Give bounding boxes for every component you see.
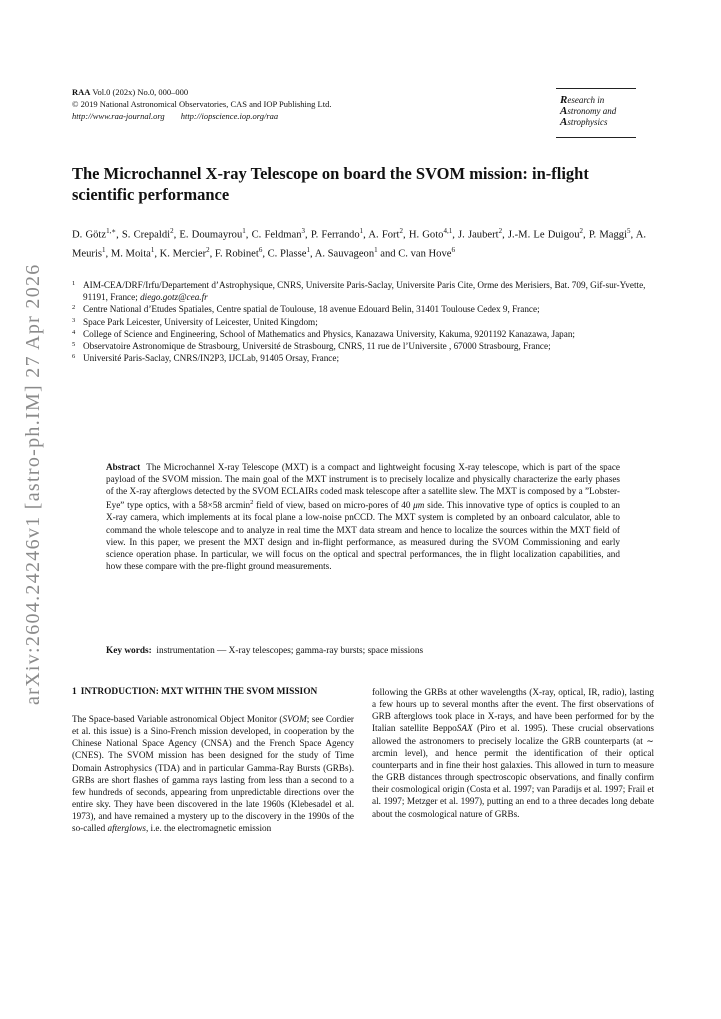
- author-name: C. Plasse: [267, 248, 307, 260]
- author-list: D. Götz$^{1,∗}$, S. Crepaldi$^2$, E. Doumayrou$^1$, C. Feldman$^3$, P. Ferrando$^1$, A. Fort$^2$, H. Goto$^{4,1}$, J. Jaubert$^2$, J.-M. Le Duigou$^2$, P. Maggi$^5$, A. Meuris$^1$, M. Moita$^1$, K. Mercier$^2$, F. Robinet$^6$, C. Plasse$^1$, A. Sauvageon$^1$ and C. van Hove$^6$: [72, 227, 647, 260]
- journal-abbrev: RAA: [72, 87, 91, 97]
- author-name: A. Meuris: [72, 229, 647, 260]
- affiliation-item: 5 Observatoire Astronomique de Strasbourg, Université de Strasbourg, CNRS, 11 rue de l’Universite , 67000 Strasbourg, France;: [72, 341, 551, 352]
- affiliation-item: 2 Centre National d’Etudes Spatiales, Centre spatial de Toulouse, 18 avenue Edouard Belin, 31401 Toulouse Cedex 9, France;: [72, 304, 540, 315]
- author-name: J. Jaubert: [458, 229, 499, 241]
- body-column-right: [372, 686, 654, 820]
- affiliation-item: 4 College of Science and Engineering, School of Mathematics and Physics, Kanazawa University, Kakuma, 9201192 Kanazawa, Japan;: [72, 328, 575, 339]
- keywords: [106, 646, 620, 656]
- intro-paragraph-left: The Space-based Variable astronomical Object Monitor (SVOM; see Cordier et al. this issue) is a Sino-French mission developed, in cooperation by the Chinese National Space Agency (CNSA) and the French Space Agency (CNES). The SVOM mission has been designed for the study of Time Domain Astrophysics (TDA) and in particular Gamma-Ray Bursts (GRBs). GRBs are short flashes of gamma rays lasting from less than a second to a few hundreds of seconds, appearing from unpredictable directions over the entire sky. They have been discovered in the late 1960s (Klebesadel et al. 1973), and have remained a mystery up to the discovery in the 1990s of the so-called afterglows, i.e. the electromagnetic emission: [72, 714, 354, 834]
- author-affiliation-mark: 1: [306, 245, 310, 254]
- affiliation-item: 1 AIM-CEA/DRF/Irfu/Departement d’Astrophysique, CNRS, Universite Paris-Saclay, Universite Paris Cite, Orme des Merisiers, Bat. 709, Gif-sur-Yvette, 91191, France; diego.gotz@cea.fr: [72, 280, 646, 303]
- author-name: C. van Hove: [398, 248, 452, 260]
- author-name: E. Doumayrou: [179, 229, 243, 241]
- paper-title: The Microchannel X-ray Telescope on board the SVOM mission: in-flight scientific performance: [72, 164, 589, 204]
- journal-header: [72, 86, 331, 122]
- author-affiliation-mark: 1,∗: [106, 227, 117, 235]
- author-name: A. Fort: [368, 229, 400, 241]
- author-name: K. Mercier: [159, 248, 207, 260]
- corresponding-email[interactable]: diego.gotz@cea.fr: [140, 292, 208, 303]
- author-name: A. Sauvageon: [314, 248, 375, 260]
- author-name: F. Robinet: [214, 248, 259, 260]
- volume-line: Vol.0 (202x) No.0, 000–000: [92, 87, 189, 97]
- author-name: D. Götz: [72, 229, 107, 241]
- author-name: H. Goto: [408, 229, 444, 241]
- author-affiliation-mark: 1: [242, 227, 246, 235]
- author-affiliation-mark: 5: [627, 227, 631, 235]
- author-affiliation-mark: 2: [399, 227, 403, 235]
- copyright-line: © 2019 National Astronomical Observatories, CAS and IOP Publishing Ltd.: [72, 99, 332, 109]
- affiliation-item: 3 Space Park Leicester, University of Leicester, United Kingdom;: [72, 316, 318, 327]
- author-affiliation-mark: 3: [301, 227, 306, 235]
- abstract-label: Abstract: [106, 462, 141, 472]
- author-affiliation-mark: 6: [258, 245, 263, 254]
- author-name: J.-M. Le Duigou: [507, 229, 580, 241]
- author-name: C. Feldman: [251, 229, 302, 241]
- author-affiliation-mark: 1: [102, 245, 106, 254]
- abstract: Abstract The Microchannel X-ray Telescope (MXT) is a compact and lightweight focusing X-ray telescope, which is part of the space payload of the SVOM mission. The main goal of the MXT instrument is to precisely localize and physically characterize the early phases of the X-ray afterglows detected by the SVOM ECLAIRs coded mask telescope after a satellite slew. The MXT is composed by a ”Lobster-Eye” type optics, with a 58×58 arcmin$^2$ field of view, based on micro-pores of 40 μm side. This innovative type of optics is coupled to an X-ray camera, which implements at its focal plane a low-noise pnCCD. The MXT system is completed by an onboard calculator, able to command the whole telescope and to analyze in real time the MXT data stream and hence to localize the sources within the MXT field of view. In this paper, we present the MXT design and in-flight performance, as measured during the SVOM Commissioning and early science operation phase. In particular, we will focus on the optical and spectral performances, the in flight localization capabilities, and how these compare with the pre-flight ground measurements.: [106, 462, 620, 571]
- arxiv-identifier: arXiv:2604.24246v1 [astro-ph.IM] 27 Apr 2026: [22, 263, 44, 705]
- author-affiliation-mark: 1: [150, 245, 155, 254]
- arxiv-side-stamp: [18, 245, 48, 705]
- author-name: S. Crepaldi: [121, 229, 171, 241]
- author-affiliation-mark: 2: [579, 227, 584, 235]
- author-affiliation-mark: 4,1: [443, 227, 453, 235]
- author-affiliation-mark: 2: [498, 227, 503, 235]
- body-column-left: [72, 686, 354, 835]
- keywords-label: Key words:: [106, 646, 152, 656]
- journal-logo: Research in Astronomy and Astrophysics: [556, 88, 636, 138]
- affiliation-list: [72, 279, 646, 364]
- author-name: M. Moita: [110, 248, 151, 260]
- author-name: P. Ferrando: [310, 229, 360, 241]
- section-heading: 1 INTRODUCTION: MXT WITHIN THE SVOM MISSION: [72, 687, 318, 697]
- iop-url[interactable]: http://iopscience.iop.org/raa: [180, 111, 279, 121]
- intro-paragraph-right: following the GRBs at other wavelengths (X-ray, optical, IR, radio), lasting a few hours up to several months after the event. The first observations of GRB afterglows took place in X-rays, and have been performed for by the Italian satellite BeppoSAX (Piro et al. 1995). These crucial observations allowed the astronomers to precisely localize the GRB counterparts (at ∼ arcmin level), and hence permit the identification of their optical counterparts and in fine their host galaxies. This allowed in turn to measure the GRB distances through spectroscopic observations, and finally confirm their cosmological origin (Costa et al. 1997; van Paradijs et al. 1997; Frail et al. 1997; Metzger et al. 1997), putting an end to a three decades long debate about the cosmological nature of GRBs.: [372, 687, 655, 819]
- author-affiliation-mark: 1: [359, 227, 364, 235]
- author-name: P. Maggi: [588, 229, 628, 241]
- author-affiliation-mark: 2: [170, 227, 174, 235]
- author-affiliation-mark: 1: [374, 245, 378, 254]
- author-affiliation-mark: 6: [451, 245, 455, 254]
- journal-url[interactable]: http://www.raa-journal.org: [72, 111, 165, 121]
- keywords-text: instrumentation — X-ray telescopes; gamma-ray bursts; space missions: [156, 646, 424, 656]
- author-affiliation-mark: 2: [206, 245, 210, 254]
- affiliation-item: 6 Université Paris-Saclay, CNRS/IN2P3, IJCLab, 91405 Orsay, France;: [72, 353, 340, 364]
